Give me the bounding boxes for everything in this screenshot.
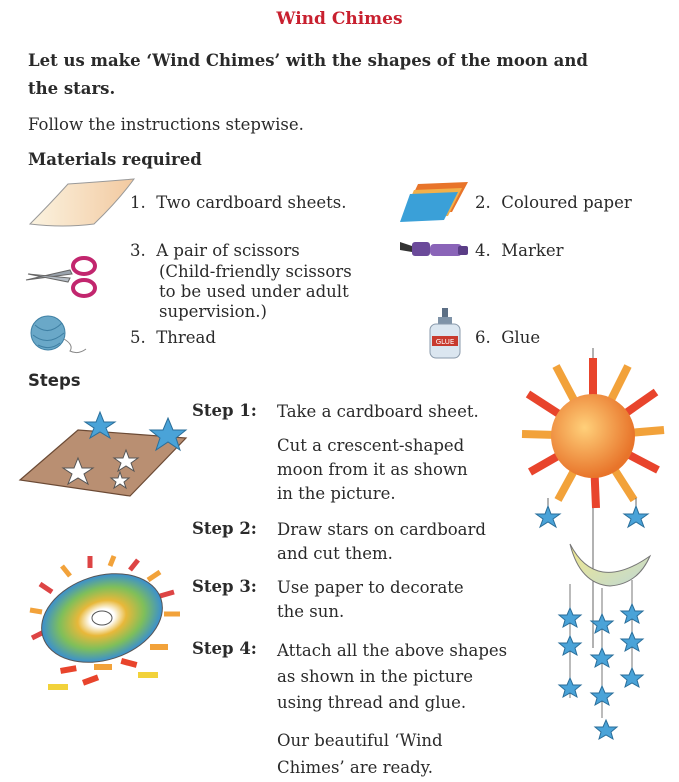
step-2-label: Step 2: xyxy=(192,519,257,538)
coloured-paper-icon xyxy=(400,180,470,222)
moon-icon xyxy=(570,544,650,586)
material-item-3-note: (Child-friendly scissors to be used under adult supervision.) xyxy=(159,262,352,321)
instruction-text: Follow the instructions stepwise. xyxy=(28,115,304,134)
materials-heading: Materials required xyxy=(28,150,202,169)
cardboard-stars-illustration xyxy=(18,410,193,500)
intro-text: Let us make ‘Wind Chimes’ with the shapes of the moon and the stars. xyxy=(28,51,588,98)
material-item-4: 4. Marker xyxy=(475,241,564,260)
star-icon xyxy=(536,506,560,527)
step-4-label: Step 4: xyxy=(192,639,257,658)
material-item-1: 1. Two cardboard sheets. xyxy=(130,193,347,212)
glue-bottle-icon xyxy=(428,308,464,360)
step-1-label: Step 1: xyxy=(192,401,257,420)
step-2-text: Draw stars on cardboard and cut them. xyxy=(277,520,486,563)
material-item-5: 5. Thread xyxy=(130,328,216,347)
step-1-extra: Cut a crescent-shaped moon from it as shown in the picture. xyxy=(277,436,468,503)
star-icon xyxy=(624,506,648,527)
thread-ball-icon xyxy=(30,315,100,357)
closing-text: Our beautiful ‘Wind Chimes’ are ready. xyxy=(277,731,443,777)
step-3-text: Use paper to decorate the sun. xyxy=(277,578,464,621)
material-item-3: 3. A pair of scissors xyxy=(130,241,300,260)
sun-decoration-illustration xyxy=(30,560,190,700)
steps-heading: Steps xyxy=(28,371,81,390)
page-title: Wind Chimes xyxy=(276,9,403,29)
material-item-2: 2. Coloured paper xyxy=(475,193,632,212)
hanging-stars xyxy=(559,604,643,739)
step-1-text: Take a cardboard sheet. xyxy=(277,402,479,421)
glue-label: GLUE xyxy=(435,338,455,346)
step-4-text: Attach all the above shapes as shown in the picture using thread and glue. xyxy=(277,641,508,712)
wind-chime-illustration xyxy=(518,348,673,748)
scissors-icon xyxy=(26,252,98,300)
cardboard-sheet-icon xyxy=(28,176,138,231)
marker-icon xyxy=(400,236,472,264)
step-3-label: Step 3: xyxy=(192,577,257,596)
material-item-6: 6. Glue xyxy=(475,328,541,347)
sun-icon xyxy=(551,394,635,478)
